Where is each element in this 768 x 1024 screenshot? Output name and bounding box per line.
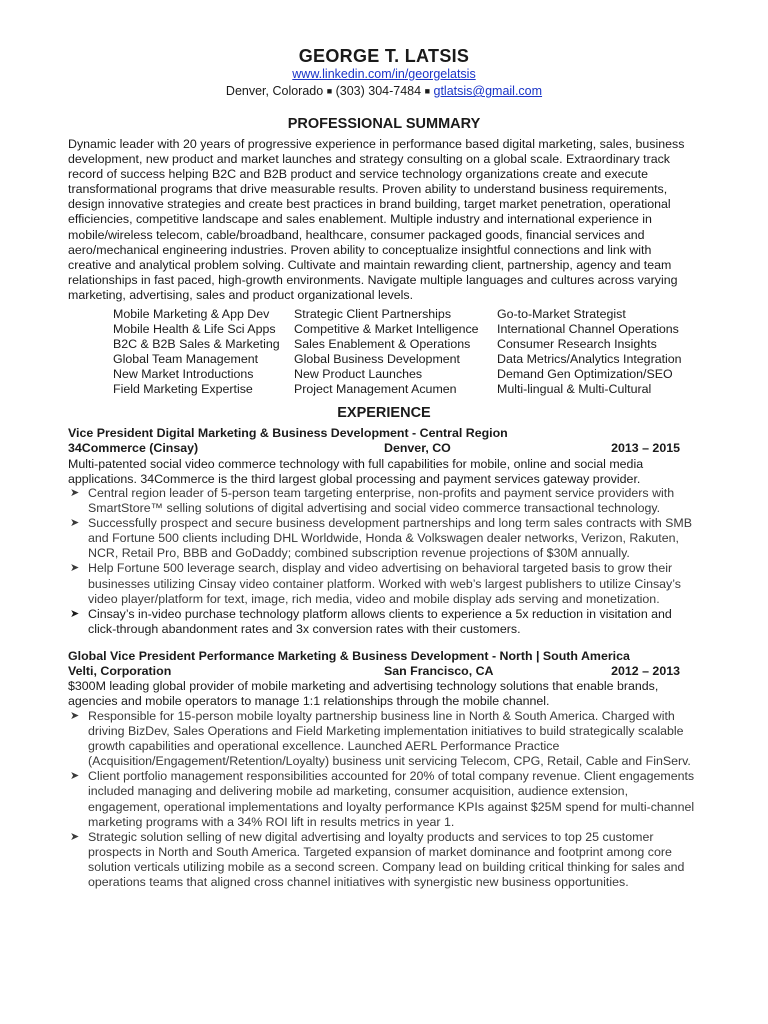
list-item xyxy=(68,830,700,890)
bullet-text: Central region leader of 5-person team targeting enterprise, non-profits and payment service providers with SmartStore™ selling solutions of digital advertising and social video commerce transactional technology. xyxy=(88,486,675,516)
list-item xyxy=(68,486,700,516)
list-item xyxy=(68,709,700,769)
experience-heading: EXPERIENCE xyxy=(337,405,431,421)
bullet-text: Strategic solution selling of new digital advertising and loyalty products and services to top 25 customer prospects in North and South America. Targeted expansion of market dominance and footprint among core solution verticals utilizing mobile as a second screen. Company lead on building critical thinking for sales and operations teams that aligned cross channel initiatives with synergistic new business opportunities. xyxy=(88,829,685,890)
skill-item: Field Marketing Expertise xyxy=(113,382,253,397)
location-text: Denver, Colorado xyxy=(225,84,324,98)
skill-item: Data Metrics/Analytics Integration xyxy=(497,352,682,367)
list-item xyxy=(68,607,700,637)
summary-heading: PROFESSIONAL SUMMARY xyxy=(287,116,481,132)
list-item xyxy=(68,769,700,829)
bullet-text: Responsible for 15-person mobile loyalty partnership business line in North & South America. Charged with driving BizDev, Sales Operations and Field Marketing implementation initiatives to build strategically scalable growth capabilities and operational excellence. Launched AERL Performance Practice (Acquisition/Engagement/Retention/Loyalty) business unit servicing Telecom, CPG, Retail, Cable and FinServ. xyxy=(88,709,691,769)
arrow-bullet-icon: ➤ xyxy=(70,710,80,722)
list-item xyxy=(68,516,700,561)
skills-column xyxy=(294,307,479,398)
summary-paragraph: Dynamic leader with 20 years of progressive experience in performance based digital marketing, sales, business development, new product and market launches and strategy consulting on a global scale. Extraordinary track record of success helping B2C and B2B product and service technology organizations create and execute transformational programs that drive measurable results. Proven ability to understand business requirements, design innovative strategies and create best practices in brand building, target market penetration, operational efficiencies, competitive landscape and sales enablement. Multiple industry and international experience in mobile/wireless telecom, cable/broadband, healthcare, consumer packaged goods, financial services and aero/mechanical engineering industries. Proven ability to conceptualize insightful connections and link with creative and analytical problem solving. Cultivate and maintain rewarding client, partnership, agency and team relationships in fast paced, high-growth environments. Navigate multiple languages and cultures across varying marketing, advertising, sales and product organizational levels. xyxy=(68,137,685,302)
job-company: Velti, Corporation xyxy=(68,664,172,678)
bullet-text: Cinsay’s in-video purchase technology platform allows clients to experience a 5x reduction in visitation and click-through abandonment rates and 3x conversion rates with their customers. xyxy=(88,606,672,636)
skills-column xyxy=(113,307,280,398)
skills-column xyxy=(497,307,682,398)
skill-item: Project Management Acumen xyxy=(294,382,457,397)
job-company: 34Commerce (Cinsay) xyxy=(68,441,199,455)
skill-item: Mobile Marketing & App Dev xyxy=(113,307,270,321)
skill-item: Multi-lingual & Multi-Cultural xyxy=(497,382,652,397)
job-location: San Francisco, CA xyxy=(384,664,494,678)
job-bullet-list xyxy=(68,486,700,637)
bullet-text: Help Fortune 500 leverage search, display and video advertising on behavioral targeted basis to grow their businesses utilizing Cinsay video container platform. Worked with web’s largest publishers to utilize Cinsay’s video player/platform for text, image, rich media, video and mobile display ads serving and monetization. xyxy=(88,561,681,606)
skill-item: Global Team Management xyxy=(113,352,259,367)
skill-item: New Market Introductions xyxy=(113,367,254,382)
arrow-bullet-icon: ➤ xyxy=(70,562,80,575)
bullet-text: Client portfolio management responsibilities accounted for 20% of total company revenue. Client engagements included managing and delivering mobile ad marketing, consumer acquisition, audience extension, engagement, operational implementations and loyalty performance KPIs against $25M spend for multi-channel marketing programs with a 34% ROI lift in results metrics in year 1. xyxy=(88,769,695,829)
job-bullet-list xyxy=(68,709,700,890)
skill-item: Consumer Research Insights xyxy=(497,337,657,352)
separator-square-icon: ■ xyxy=(424,86,431,96)
job-description: $300M leading global provider of mobile marketing and advertising technology solutions that enable brands, agencies and mobile operators to manage 1:1 relationships through the mobile channel. xyxy=(68,679,659,709)
arrow-bullet-icon: ➤ xyxy=(70,517,80,530)
job-meta-row xyxy=(68,441,680,457)
linkedin-link[interactable]: www.linkedin.com/in/georgelatsis xyxy=(292,67,476,81)
job-meta-row xyxy=(68,664,680,680)
arrow-bullet-icon: ➤ xyxy=(70,770,80,783)
job-description: Multi-patented social video commerce technology with full capabilities for mobile, online and social media applications. 34Commerce is the third largest global processing and payment services gateway provider. xyxy=(68,457,644,487)
arrow-bullet-icon: ➤ xyxy=(70,487,80,499)
skill-item: B2C & B2B Sales & Marketing xyxy=(113,337,280,352)
skill-item: Mobile Health & Life Sci Apps xyxy=(113,322,276,337)
skill-item: Go-to-Market Strategist xyxy=(497,307,626,321)
job-dates: 2012 – 2013 xyxy=(611,664,680,678)
linkedin-line xyxy=(0,67,768,81)
bullet-text: Successfully prospect and secure business development partnerships and long term sales contracts with SMB and Fortune 500 clients including DHL Worldwide, Honda & Volkswagen dealer networks, Verizon, Rakuten, NCR, Retail Pro, BBB and GoDaddy; combined subscription revenue projections of $30M annually. xyxy=(88,516,693,561)
skill-item: Sales Enablement & Operations xyxy=(294,337,471,352)
skill-item: Competitive & Market Intelligence xyxy=(294,322,479,337)
contact-line xyxy=(0,84,768,98)
email-link[interactable]: gtlatsis@gmail.com xyxy=(433,84,543,98)
separator-square-icon: ■ xyxy=(326,86,333,96)
arrow-bullet-icon: ➤ xyxy=(70,830,80,843)
job-dates: 2013 – 2015 xyxy=(611,441,680,455)
list-item xyxy=(68,561,700,606)
job-title: Vice President Digital Marketing & Business Development - Central Region xyxy=(68,426,508,440)
skill-item: International Channel Operations xyxy=(497,322,679,337)
skill-item: Global Business Development xyxy=(294,352,460,367)
skill-item: Demand Gen Optimization/SEO xyxy=(497,367,673,382)
arrow-bullet-icon: ➤ xyxy=(70,607,80,620)
job-title: Global Vice President Performance Marketing & Business Development - North | South America xyxy=(68,649,630,663)
skill-item: New Product Launches xyxy=(294,367,423,382)
job-location: Denver, CO xyxy=(384,441,451,455)
skill-item: Strategic Client Partnerships xyxy=(294,307,452,321)
candidate-name: GEORGE T. LATSIS xyxy=(298,46,470,66)
phone-text: (303) 304-7484 xyxy=(335,84,422,98)
